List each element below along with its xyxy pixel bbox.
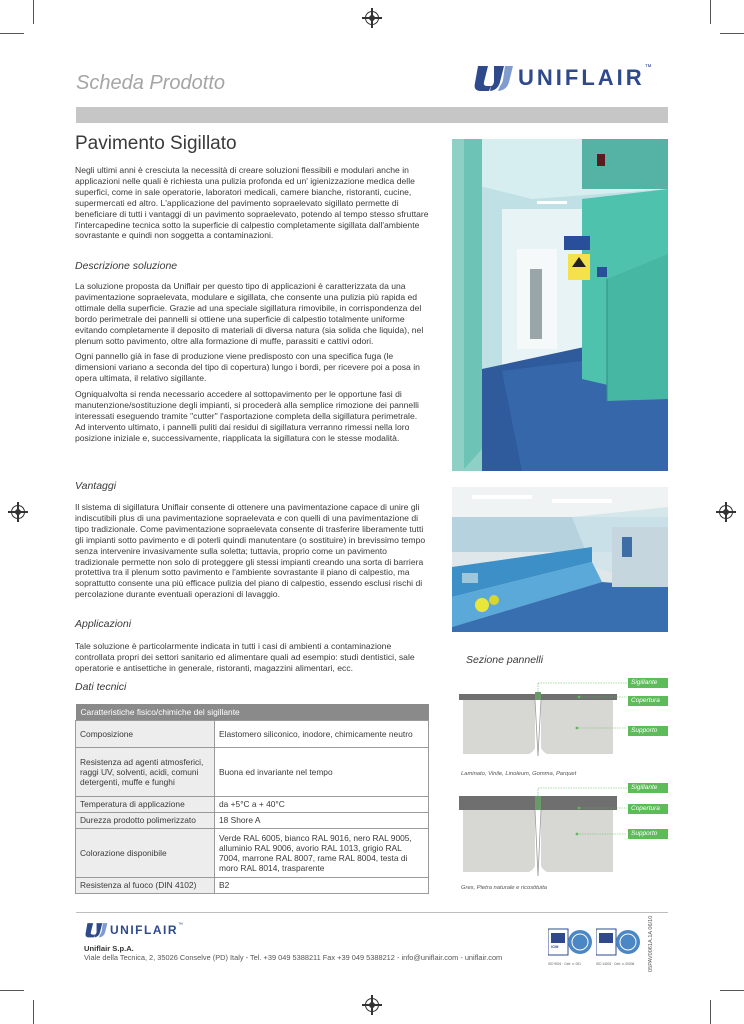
panel-section-diagram-2: [459, 782, 629, 882]
applicazioni-text: Tale soluzione è particolarmente indicata in tutti i casi di ambienti a contaminazione controllata propri dei settori sanitario ed alimentare quali ad esempio: studi dentistici, sale operatorie e antisettiche in generale, ristoranti, magazzini alimentari, ecc.: [75, 641, 415, 673]
intro-text: Negli ultimi anni è cresciuta la necessità di creare soluzioni flessibili e modulari anche in applicazioni nelle quali è richiesta una pulizia profonda ed un' igienizzazione medica delle superfici, come in sale operatorie, laboratori medicali, camere bianche, ristoranti, cucine, supermercati ed altro. L'applicazione del pavimento sopraelevato sigillato permette di beneficiare di tutti i vantaggi di un pavimento sopraelevato, potendo al tempo stesso sfruttare l'intercapedine tecnica sotto la superficie di calpestio completamente sigillata dall'ambiente sovrastante e quindi non soggetta a contaminazioni.: [75, 165, 429, 241]
page-title: Pavimento Sigillato: [75, 133, 237, 154]
descrizione-paragraph: Ogni pannello già in fase di produzione viene predisposto con una specifica fuga (le dimensioni variano a seconda del tipo di copertura) lungo i bordi, per ricevere poi a posa in opera ultimata, il relativo sigillante.: [75, 351, 420, 384]
table-cell-value: Buona ed invariante nel tempo: [215, 747, 429, 796]
table-header: Caratteristiche fisico/chimiche del sigillante: [76, 704, 429, 720]
trademark-symbol: ™: [178, 922, 183, 928]
certification-badge-iso14001: [596, 927, 642, 966]
table-cell-label: Temperatura di applicazione: [76, 796, 215, 812]
label-supporto: Supporto: [628, 829, 668, 839]
document-type-title: Scheda Prodotto: [76, 72, 225, 94]
table-row: [76, 877, 429, 893]
heading-vantaggi: Vantaggi: [75, 480, 117, 492]
diagram-caption-2: Gres, Pietra naturale e ricostituita: [461, 885, 548, 891]
heading-applicazioni: Applicazioni: [75, 618, 132, 630]
label-sigillante: Sigillante: [628, 678, 668, 688]
descrizione-body: [75, 281, 429, 449]
table-cell-value: Elastomero siliconico, inodore, chimicamente neutro: [215, 720, 429, 747]
crop-mark: [710, 1000, 711, 1024]
crop-mark: [710, 0, 711, 24]
icim-certification-icon: [596, 927, 642, 957]
footer-uniflair-logo: [84, 922, 183, 938]
table-cell-value: 18 Shore A: [215, 812, 429, 828]
table-row: [76, 747, 429, 796]
registration-mark-icon: [365, 11, 379, 25]
table-cell-label: Colorazione disponibile: [76, 828, 215, 877]
heading-sezione-pannelli: Sezione pannelli: [466, 654, 544, 666]
cert-brand-label: ICIM: [551, 945, 559, 949]
label-copertura: Copertura: [628, 696, 668, 706]
table-cell-value: Verde RAL 6005, bianco RAL 9016, nero RAL 9005, alluminio RAL 9006, avorio RAL 1013, grigio RAL 7004, marrone RAL 8007, rame RAL 8004, testa di moro RAL 8014, trasparente: [215, 828, 429, 877]
label-copertura: Copertura: [628, 804, 668, 814]
photo-sealed-floor-counter: [452, 487, 668, 632]
heading-descrizione: Descrizione soluzione: [75, 260, 178, 272]
table-cell-label: Resistenza al fuoco (DIN 4102): [76, 877, 215, 893]
vantaggi-body: [75, 502, 429, 605]
table-row: [76, 812, 429, 828]
uniflair-logo-icon: [84, 922, 108, 938]
icim-certification-icon: [548, 927, 594, 957]
document-code: 05PAV0061A.1A 06/10: [648, 915, 654, 972]
descrizione-paragraph: Ogniqualvolta si renda necessario accedere al sottopavimento per le opportune fasi di manutenzione/sostituzione degli impianti, si procederà alla semplice rimozione dei pannelli interessati eseguendo tramite "cutter" l'asportazione completa della sigillatura perimetrale. Ad intervento ultimato, i pannelli puliti dai residui di sigillatura verranno rimessi nella loro posizione iniziale e, successivamente, riapplicata la sigillatura con le stesse modalità.: [75, 389, 419, 443]
cert-caption: ISO 9001 · Cert. n. 001: [548, 962, 581, 966]
table-cell-label: Resistenza ad agenti atmosferici, raggi UV, solventi, acidi, comuni detergenti, muffe e funghi: [76, 747, 215, 796]
cert-caption: ISO 14001 · Cert. n. 00006: [596, 962, 635, 966]
uniflair-logo-icon: [472, 64, 514, 92]
uniflair-logo: [472, 64, 652, 92]
brand-name: UNIFLAIR: [518, 65, 645, 90]
photo-sealed-floor-room: [452, 139, 668, 471]
label-sigillante: Sigillante: [628, 783, 668, 793]
table-cell-label: Composizione: [76, 720, 215, 747]
heading-dati-tecnici: Dati tecnici: [75, 681, 127, 693]
crop-mark: [720, 990, 744, 991]
crop-mark: [720, 33, 744, 34]
table-cell-value: da +5°C a + 40°C: [215, 796, 429, 812]
footer-address: Viale della Tecnica, 2, 35026 Conselve (PD) Italy - Tel. +39 049 5388211 Fax +39 049 5388212 - info@uniflair.com - uniflair.com: [84, 953, 503, 962]
intro-paragraph: [75, 165, 429, 246]
table-row: [76, 796, 429, 812]
footer-company-name: Uniflair S.p.A.: [84, 944, 134, 953]
crop-mark: [33, 1000, 34, 1024]
vantaggi-text: Il sistema di sigillatura Uniflair consente di ottenere una pavimentazione capace di unire gli indiscutibili plus di una pavimentazione sopraelevata e con quelli di una pavimentazione di tipo tradizionale. Come pavimentazione sopraelevata consente di trasferire liberamente tutti gli impianti sotto pavimento e di poterli quindi manutentare (o sostituire) in brevissimo tempo senza intervenire invasivamente sulla soletta; tuttavia, proprio come un pavimento tradizionale permette non solo di proteggere gli stessi impianti creando una sorta di barriera protettiva tra il plenum sotto pavimento e l'ambiente sovrastante il piano di calpestio, ma soprattutto consente una più efficace pulizia del piano di calpestio, essendo esclusi rischi di percolazione durante eventuali operazioni di lavaggio.: [75, 502, 426, 600]
header-bar: [76, 107, 668, 123]
footer-brand-name: UNIFLAIR: [110, 923, 178, 937]
descrizione-paragraph: La soluzione proposta da Uniflair per questo tipo di applicazioni è caratterizzata da una pavimentazione sopraelevata, modulare e sigillata, che consente una pulizia più rapida ed ottimale della superficie. Grazie ad una speciale sigillatura rimovibile, in corrispondenza del bordo perimetrale dei pannelli si ottiene una superficie di calpestio totalmente uniforme evitando completamente il deposito di materiali di diversa natura (sia solida che liquida), nel plenum sotto pavimento, oltre alla formazione di muffe, parassiti e cattivi odori.: [75, 281, 424, 346]
trademark-symbol: ™: [644, 64, 652, 71]
spec-table: [75, 704, 429, 894]
registration-mark-icon: [719, 505, 733, 519]
footer-divider: [76, 912, 668, 913]
table-header-row: [76, 704, 429, 720]
label-supporto: Supporto: [628, 726, 668, 736]
panel-section-diagram-1: [459, 678, 629, 770]
crop-mark: [0, 33, 24, 34]
registration-mark-icon: [365, 998, 379, 1012]
diagram-caption-1: Laminato, Vinile, Linoleum, Gomma, Parquet: [461, 771, 577, 777]
registration-mark-icon: [11, 505, 25, 519]
table-cell-value: B2: [215, 877, 429, 893]
table-row: [76, 828, 429, 877]
applicazioni-body: [75, 641, 429, 679]
crop-mark: [33, 0, 34, 24]
table-row: [76, 720, 429, 747]
table-cell-label: Durezza prodotto polimerizzato: [76, 812, 215, 828]
crop-mark: [0, 990, 24, 991]
